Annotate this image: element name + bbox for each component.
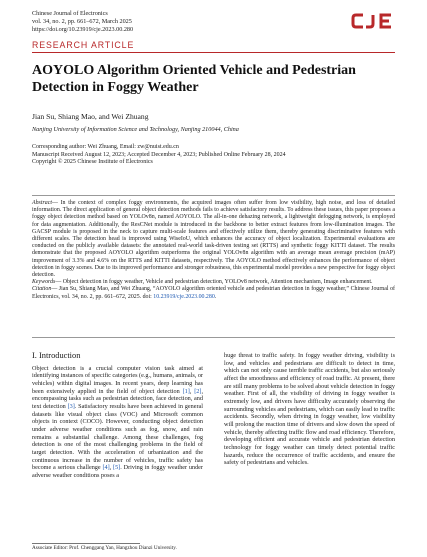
citation-end: . bbox=[214, 293, 217, 300]
journal-name: Chinese Journal of Electronics bbox=[32, 10, 108, 17]
copyright: Copyright © 2025 Chinese Institute of Electronics bbox=[32, 159, 153, 166]
abstract-label: Abstract bbox=[32, 200, 52, 206]
affiliation: Nanjing University of Information Science and Technology, Nanjing 210044, China bbox=[32, 126, 239, 133]
abstract-block bbox=[32, 200, 395, 301]
intro-paragraph-right: huge threat to traffic safety. In foggy weather driving, visibility is low, and vehicles and pedestrians are difficult to detect in time, which can not only cause terrible traffic accidents, but also seriously affect the smoothness and efficiency of road traffic. At present, there are still many problems to be solved about vehicle detection in foggy weather. First of all, the visibility of driving in foggy weather is extremely low, and drivers have difficulty accurately observing the surrounding vehicles and pedestrians, which can easily lead to traffic accidents. Secondly, when driving in foggy weather, low visibility will prolong the reaction time of drivers and slow down the speed of vehicle, thereby affecting traffic flow and road efficiency. Therefore, developing efficient and accurate vehicle and pedestrian detection technology for foggy weather can timely detect potential traffic hazards, reduce the occurrence of traffic accidents, and ensure the safety of pedestrians and vehicles. bbox=[224, 352, 395, 467]
abstract-bottom-rule bbox=[32, 337, 395, 338]
citation-label: Citation bbox=[32, 286, 52, 293]
right-column bbox=[224, 352, 395, 467]
article-type: RESEARCH ARTICLE bbox=[32, 40, 135, 50]
left-column bbox=[32, 352, 203, 480]
journal-doi[interactable]: https://doi.org/10.23919/cje.2023.00.280 bbox=[32, 26, 134, 33]
reference-link[interactable]: [5] bbox=[113, 464, 121, 472]
section-heading: I. Introduction bbox=[32, 351, 81, 360]
manuscript-dates: Manuscript Received August 12, 2023; Accepted December 4, 2023; Published Online February 28, 2024 bbox=[32, 151, 286, 158]
abstract-top-rule bbox=[32, 195, 395, 196]
intro-text: , encompassing tasks such as pedestrian detection, face detection, and text detection bbox=[32, 387, 203, 410]
header-rule bbox=[32, 52, 395, 53]
paper-title: AOYOLO Algorithm Oriented Vehicle and Pedestrian Detection in Foggy Weather bbox=[32, 63, 356, 95]
citation-doi-link[interactable]: 10.23919/cje.2023.00.280 bbox=[153, 293, 215, 300]
corresponding-author: Corresponding author: Wei Zhuang, Email: zw@nuist.edu.cn bbox=[32, 144, 179, 150]
reference-link[interactable]: [4] bbox=[102, 464, 110, 472]
citation-paragraph bbox=[32, 286, 395, 300]
abstract-paragraph bbox=[32, 200, 395, 279]
footnote: Associate Editor: Prof. Chenggang Yan, Hangzhou Dianzi University. bbox=[32, 545, 177, 551]
keywords-text: — Object detection in foggy weather, Vehicle and pedestrian detection, YOLOv8 network, Attention mechanism, Image enhancement. bbox=[55, 279, 373, 286]
intro-text: . Satisfactory results have been achieved in general datasets like visual object class (VOC) and Microsoft common objects in context (COCO). However, conducting object detection under adverse weather conditions such as fog, snow, and rain remains a substantial challenge. Among these challenges, fog detection is one of the most challenging problems in the field of target detection. With the acceleration of urbanization and the continuous increase in the number of vehicles, traffic safety has become a serious challenge bbox=[32, 402, 203, 472]
authors: Jian Su, Shiang Mao, and Wei Zhuang bbox=[32, 112, 149, 121]
journal-volume: vol. 34, no. 2, pp. 661–672, March 2025 bbox=[32, 18, 132, 25]
intro-text: , bbox=[109, 464, 114, 472]
journal-info bbox=[32, 10, 133, 34]
reference-link[interactable]: [2] bbox=[194, 387, 202, 395]
citation-text: — Jian Su, Shiang Mao, and Wei Zhuang, “AOYOLO algorithm oriented vehicle and pedestrian detection in foggy weather,” Chinese Journal of Electronics, vol. 34, no. 2, pp. 661–672, 2025. doi: bbox=[32, 286, 395, 300]
footnote-rule bbox=[32, 543, 140, 544]
reference-link[interactable]: [3] bbox=[67, 402, 75, 410]
abstract-text: — In the context of complex foggy environments, the acquired images often suffer from low visibility, high noise, and loss of detailed information. The direct application of general object detection methods fails to achieve satisfactory results. To address these issues, this paper proposes a foggy object detection method based on YOLOv8n, named AOYOLO. The all-in-one dehazing network, a lightweight defogging network, is employed for data augmentation. Additionally, the ResCNet module is introduced in the backbone to better extract features from low-illumination images. The GACSP module is proposed in the neck to capture multi-scale features and effectively utilize them, thereby generating discriminative features with different scales. The detection head is improved using WiseIoU, which enhances the accuracy of object localization. Experimental evaluations are conducted on the publicly available datasets: the annotated real-world task-driven testing set (RTTS) and synthetic foggy KITTI dataset. The results demonstrate that the proposed AOYOLO algorithm outperforms the original YOLOv8n algorithm with an average mean average precision (mAP) improvement of 3.3% and 4.6% on the RTTS and KITTI datasets, respectively. The AOYOLO method effectively enhances the performance of object detection in foggy scenes. Due to its improved performance and stronger robustness, this experimental model provides a new perspective for foggy object detection. bbox=[32, 200, 395, 279]
keywords-label: Keywords bbox=[32, 279, 56, 286]
intro-text: . Driving in foggy weather under adverse weather conditions poses a bbox=[32, 464, 203, 479]
intro-paragraph-left bbox=[32, 365, 203, 480]
reference-link[interactable]: [1] bbox=[182, 387, 190, 395]
intro-text: , bbox=[189, 387, 195, 395]
article-meta bbox=[32, 144, 286, 167]
intro-text: Object detection is a crucial computer vision task aimed at identifying instances of specific categories (e.g., humans, animals, or vehicles) within digital images. In recent years, deep learning has been extensively applied in the field of object detection bbox=[32, 364, 203, 395]
cje-logo bbox=[351, 12, 395, 30]
